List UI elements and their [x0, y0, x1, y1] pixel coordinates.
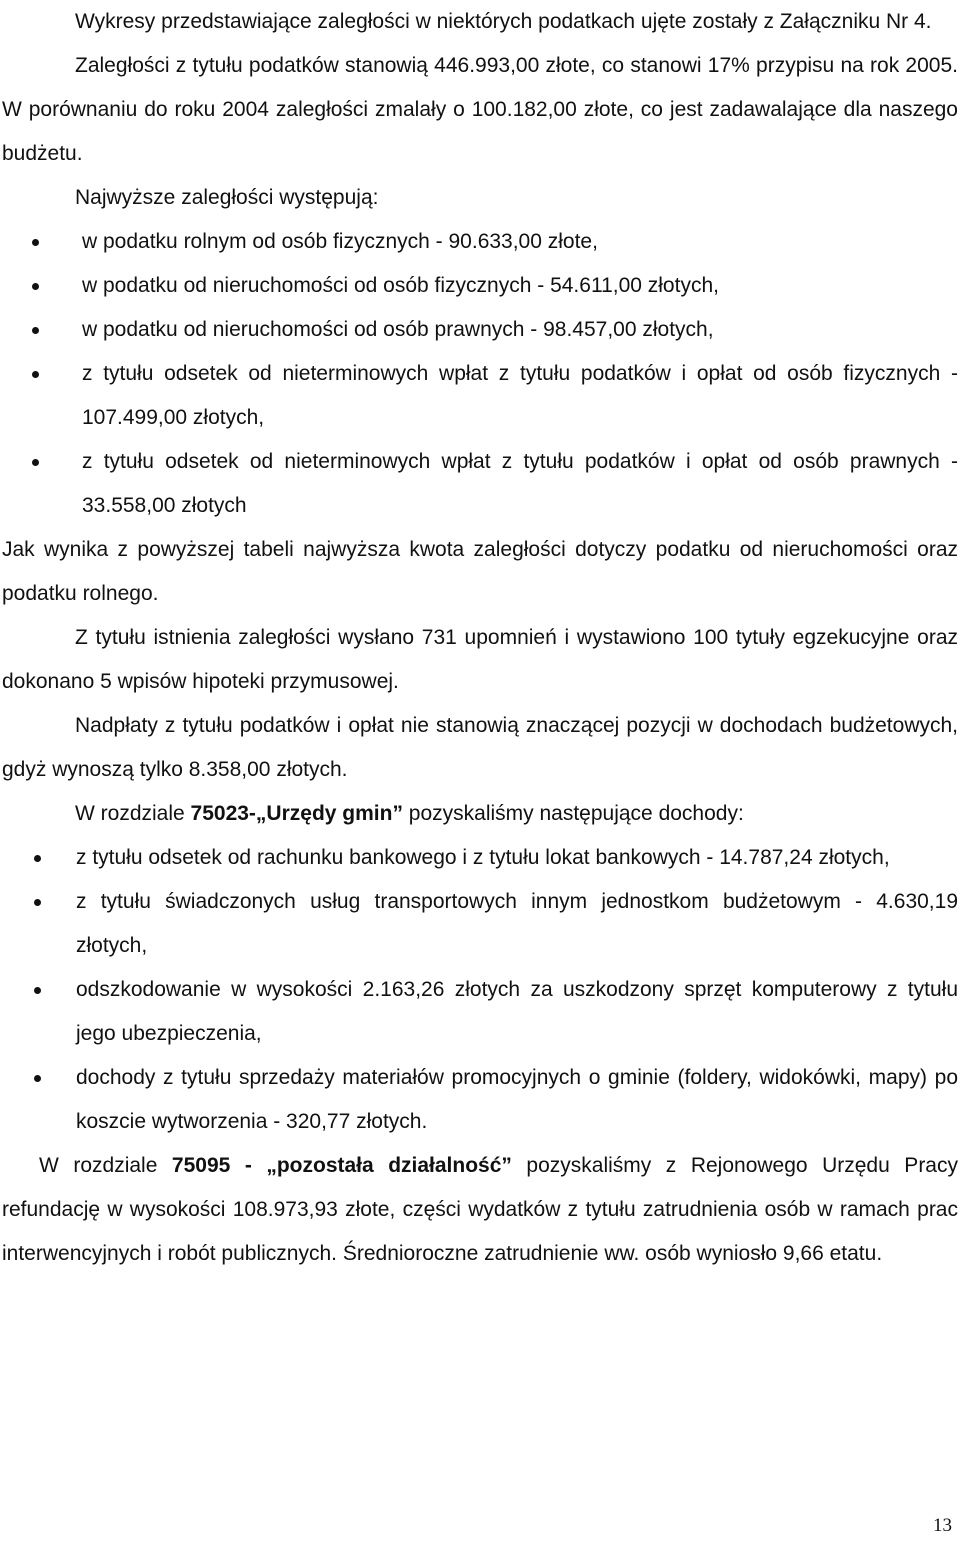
paragraph-arrears-summary: Zaległości z tytułu podatków stanowią 446.993,00 złote, co stanowi 17% przypisu na rok 2005. W porównaniu do roku 2004 zaległości zmalały o 100.182,00 złote, co jest zadawalające dla naszego budżetu.: [2, 54, 958, 165]
bullet-icon: [34, 1056, 41, 1100]
paragraph-reminders: Z tytułu istnienia zaległości wysłano 731 upomnień i wystawiono 100 tytuły egzekucyjne oraz dokonano 5 wpisów hipoteki przymusowej.: [2, 626, 958, 693]
list-item: odszkodowanie w wysokości 2.163,26 złotych za uszkodzony sprzęt komputerowy z tytułu jego ubezpieczenia,: [2, 968, 958, 1056]
bullet-icon: [32, 352, 39, 396]
income-list: [2, 836, 958, 1144]
bullet-icon: [34, 880, 41, 924]
list-item: w podatku od nieruchomości od osób prawnych - 98.457,00 złotych,: [2, 308, 958, 352]
list-item: z tytułu odsetek od nieterminowych wpłat z tytułu podatków i opłat od osób fizycznych - 107.499,00 złotych,: [2, 352, 958, 440]
bullet-icon: [34, 836, 41, 880]
paragraph-chapter-75095: W rozdziale 75095 - „pozostała działalność” pozyskaliśmy z Rejonowego Urzędu Pracy refundację w wysokości 108.973,93 złote, części wydatków z tytułu zatrudnienia osób w ramach prac interwencyjnych i robót publicznych. Średnioroczne zatrudnienie ww. osób wyniosło 9,66 etatu.: [2, 1154, 958, 1265]
bullet-icon: [32, 308, 39, 352]
list-item: dochody z tytułu sprzedaży materiałów promocyjnych o gminie (foldery, widokówki, mapy) po koszcie wytworzenia - 320,77 złotych.: [2, 1056, 958, 1144]
chapter-75023-title: 75023-„Urzędy gmin”: [190, 802, 403, 825]
paragraph-charts-reference: Wykresy przedstawiające zaległości w niektórych podatkach ujęte zostały z Załączniku Nr 4.: [75, 10, 932, 33]
arrears-list: [2, 220, 958, 528]
list-item: w podatku od nieruchomości od osób fizycznych - 54.611,00 złotych,: [2, 264, 958, 308]
bullet-icon: [34, 968, 41, 1012]
chapter-75095-title: 75095 - „pozostała działalność”: [171, 1154, 512, 1177]
list-item: w podatku rolnym od osób fizycznych - 90.633,00 złote,: [2, 220, 958, 264]
list-item: z tytułu odsetek od nieterminowych wpłat z tytułu podatków i opłat od osób prawnych - 33.558,00 złotych: [2, 440, 958, 528]
bullet-icon: [32, 264, 39, 308]
bullet-icon: [32, 220, 39, 264]
paragraph-highest-arrears-intro: Najwyższe zaległości występują:: [75, 186, 379, 209]
list-item: z tytułu świadczonych usług transportowych innym jednostkom budżetowym - 4.630,19 złotych,: [2, 880, 958, 968]
bullet-icon: [32, 440, 39, 484]
paragraph-chapter-75023: W rozdziale 75023-„Urzędy gmin” pozyskaliśmy następujące dochody:: [75, 802, 744, 825]
paragraph-overpayments: Nadpłaty z tytułu podatków i opłat nie stanowią znaczącej pozycji w dochodach budżetowych, gdyż wynoszą tylko 8.358,00 złotych.: [2, 714, 958, 781]
list-item: z tytułu odsetek od rachunku bankowego i z tytułu lokat bankowych - 14.787,24 złotych,: [2, 836, 958, 880]
paragraph-table-conclusion: Jak wynika z powyższej tabeli najwyższa kwota zaległości dotyczy podatku od nieruchomości oraz podatku rolnego.: [2, 538, 958, 605]
page-number: 13: [933, 1515, 952, 1536]
